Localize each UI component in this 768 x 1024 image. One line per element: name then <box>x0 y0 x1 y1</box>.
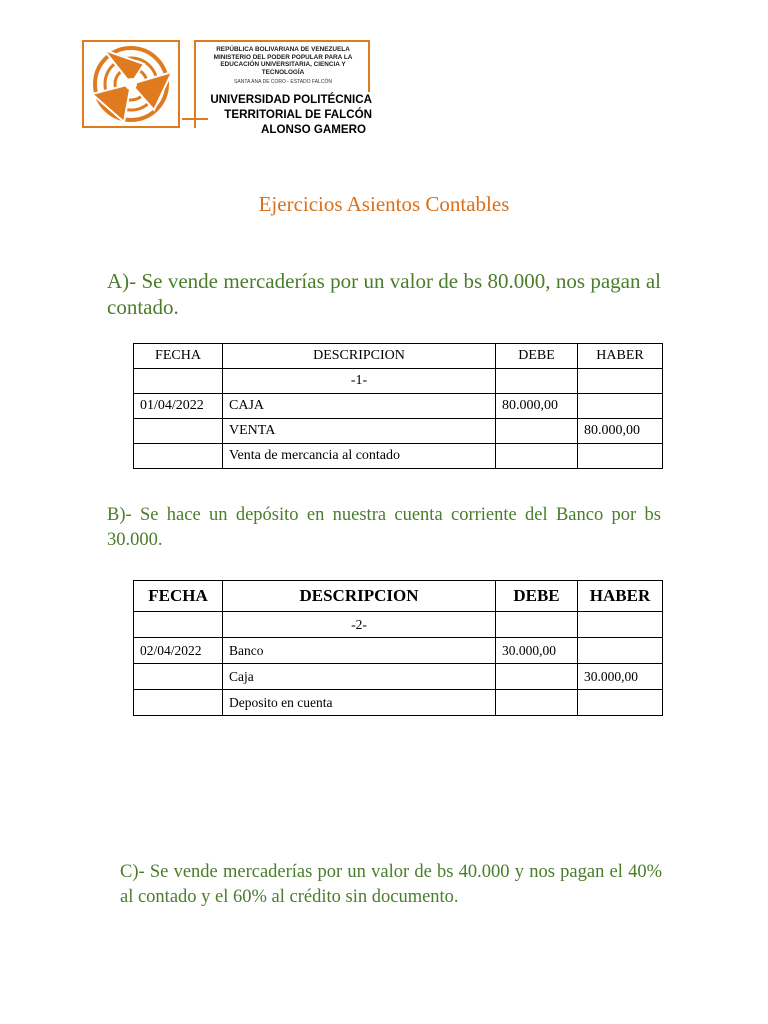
university-logo <box>82 40 372 136</box>
logo-divider <box>194 40 370 42</box>
table-row <box>134 394 663 419</box>
document-title: Ejercicios Asientos Contables <box>258 192 510 216</box>
cell-descripcion: Caja <box>223 664 496 690</box>
logo-divider <box>368 40 370 92</box>
pinwheel-emblem-icon <box>82 40 180 128</box>
journal-table-1 <box>133 343 663 469</box>
logo-city-text: SANTA ANA DE CORO - ESTADO FALCÓN <box>234 79 332 85</box>
cell-haber <box>578 690 663 716</box>
table-row <box>134 444 663 469</box>
cell-entry-number: -2- <box>223 612 496 638</box>
header-haber: HABER <box>578 581 663 612</box>
header-debe: DEBE <box>496 581 578 612</box>
cell-debe <box>496 369 578 394</box>
cell-fecha <box>134 444 223 469</box>
logo-republic-text: REPÚBLICA BOLIVARIANA DE VENEZUELA <box>216 46 350 53</box>
cell-descripcion: Venta de mercancia al contado <box>223 444 496 469</box>
cell-entry-number: -1- <box>223 369 496 394</box>
university-name-line-3: ALONSO GAMERO <box>261 123 366 136</box>
cell-debe: 80.000,00 <box>496 394 578 419</box>
university-name-line-1: UNIVERSIDAD POLITÉCNICA <box>210 93 372 106</box>
header-haber: HABER <box>578 344 663 369</box>
table-row <box>134 664 663 690</box>
exercise-a-text: A)- Se vende mercaderías por un valor de bs 80.000, nos pagan al contado. <box>107 269 661 319</box>
cell-fecha <box>134 419 223 444</box>
table-row <box>134 419 663 444</box>
cell-fecha <box>134 664 223 690</box>
cell-fecha: 01/04/2022 <box>134 394 223 419</box>
cell-debe <box>496 664 578 690</box>
cell-descripcion: VENTA <box>223 419 496 444</box>
cell-debe <box>496 419 578 444</box>
table-row <box>134 638 663 664</box>
cell-fecha <box>134 612 223 638</box>
cell-fecha: 02/04/2022 <box>134 638 223 664</box>
cell-haber <box>578 612 663 638</box>
cell-descripcion: Deposito en cuenta <box>223 690 496 716</box>
university-name-line-2: TERRITORIAL DE FALCÓN <box>224 108 372 121</box>
cell-debe <box>496 690 578 716</box>
cell-fecha <box>134 369 223 394</box>
cell-haber: 30.000,00 <box>578 664 663 690</box>
table-row <box>134 690 663 716</box>
logo-education-text: EDUCACIÓN UNIVERSITARIA, CIENCIA Y TECNOLOGÍA <box>220 61 346 76</box>
table-row <box>134 369 663 394</box>
cell-debe <box>496 444 578 469</box>
exercise-c-text: C)- Se vende mercaderías por un valor de bs 40.000 y nos pagan el 40% al contado y el 60% al crédito sin documento. <box>120 862 662 907</box>
cell-debe: 30.000,00 <box>496 638 578 664</box>
header-debe: DEBE <box>496 344 578 369</box>
table-header-row <box>134 581 663 612</box>
cell-haber <box>578 369 663 394</box>
exercise-b-text: B)- Se hace un depósito en nuestra cuenta corriente del Banco por bs 30.000. <box>107 505 661 550</box>
logo-ministry-text: MINISTERIO DEL PODER POPULAR PARA LA <box>213 53 353 61</box>
cell-haber <box>578 394 663 419</box>
header-descripcion: DESCRIPCION <box>223 581 496 612</box>
header-fecha: FECHA <box>134 581 223 612</box>
table-row <box>134 612 663 638</box>
table-header-row <box>134 344 663 369</box>
cell-descripcion: Banco <box>223 638 496 664</box>
cell-debe <box>496 612 578 638</box>
cell-descripcion: CAJA <box>223 394 496 419</box>
journal-table-2 <box>133 580 663 716</box>
header-descripcion: DESCRIPCION <box>223 344 496 369</box>
cell-haber: 80.000,00 <box>578 419 663 444</box>
cell-fecha <box>134 690 223 716</box>
cell-haber <box>578 638 663 664</box>
header-fecha: FECHA <box>134 344 223 369</box>
cell-haber <box>578 444 663 469</box>
